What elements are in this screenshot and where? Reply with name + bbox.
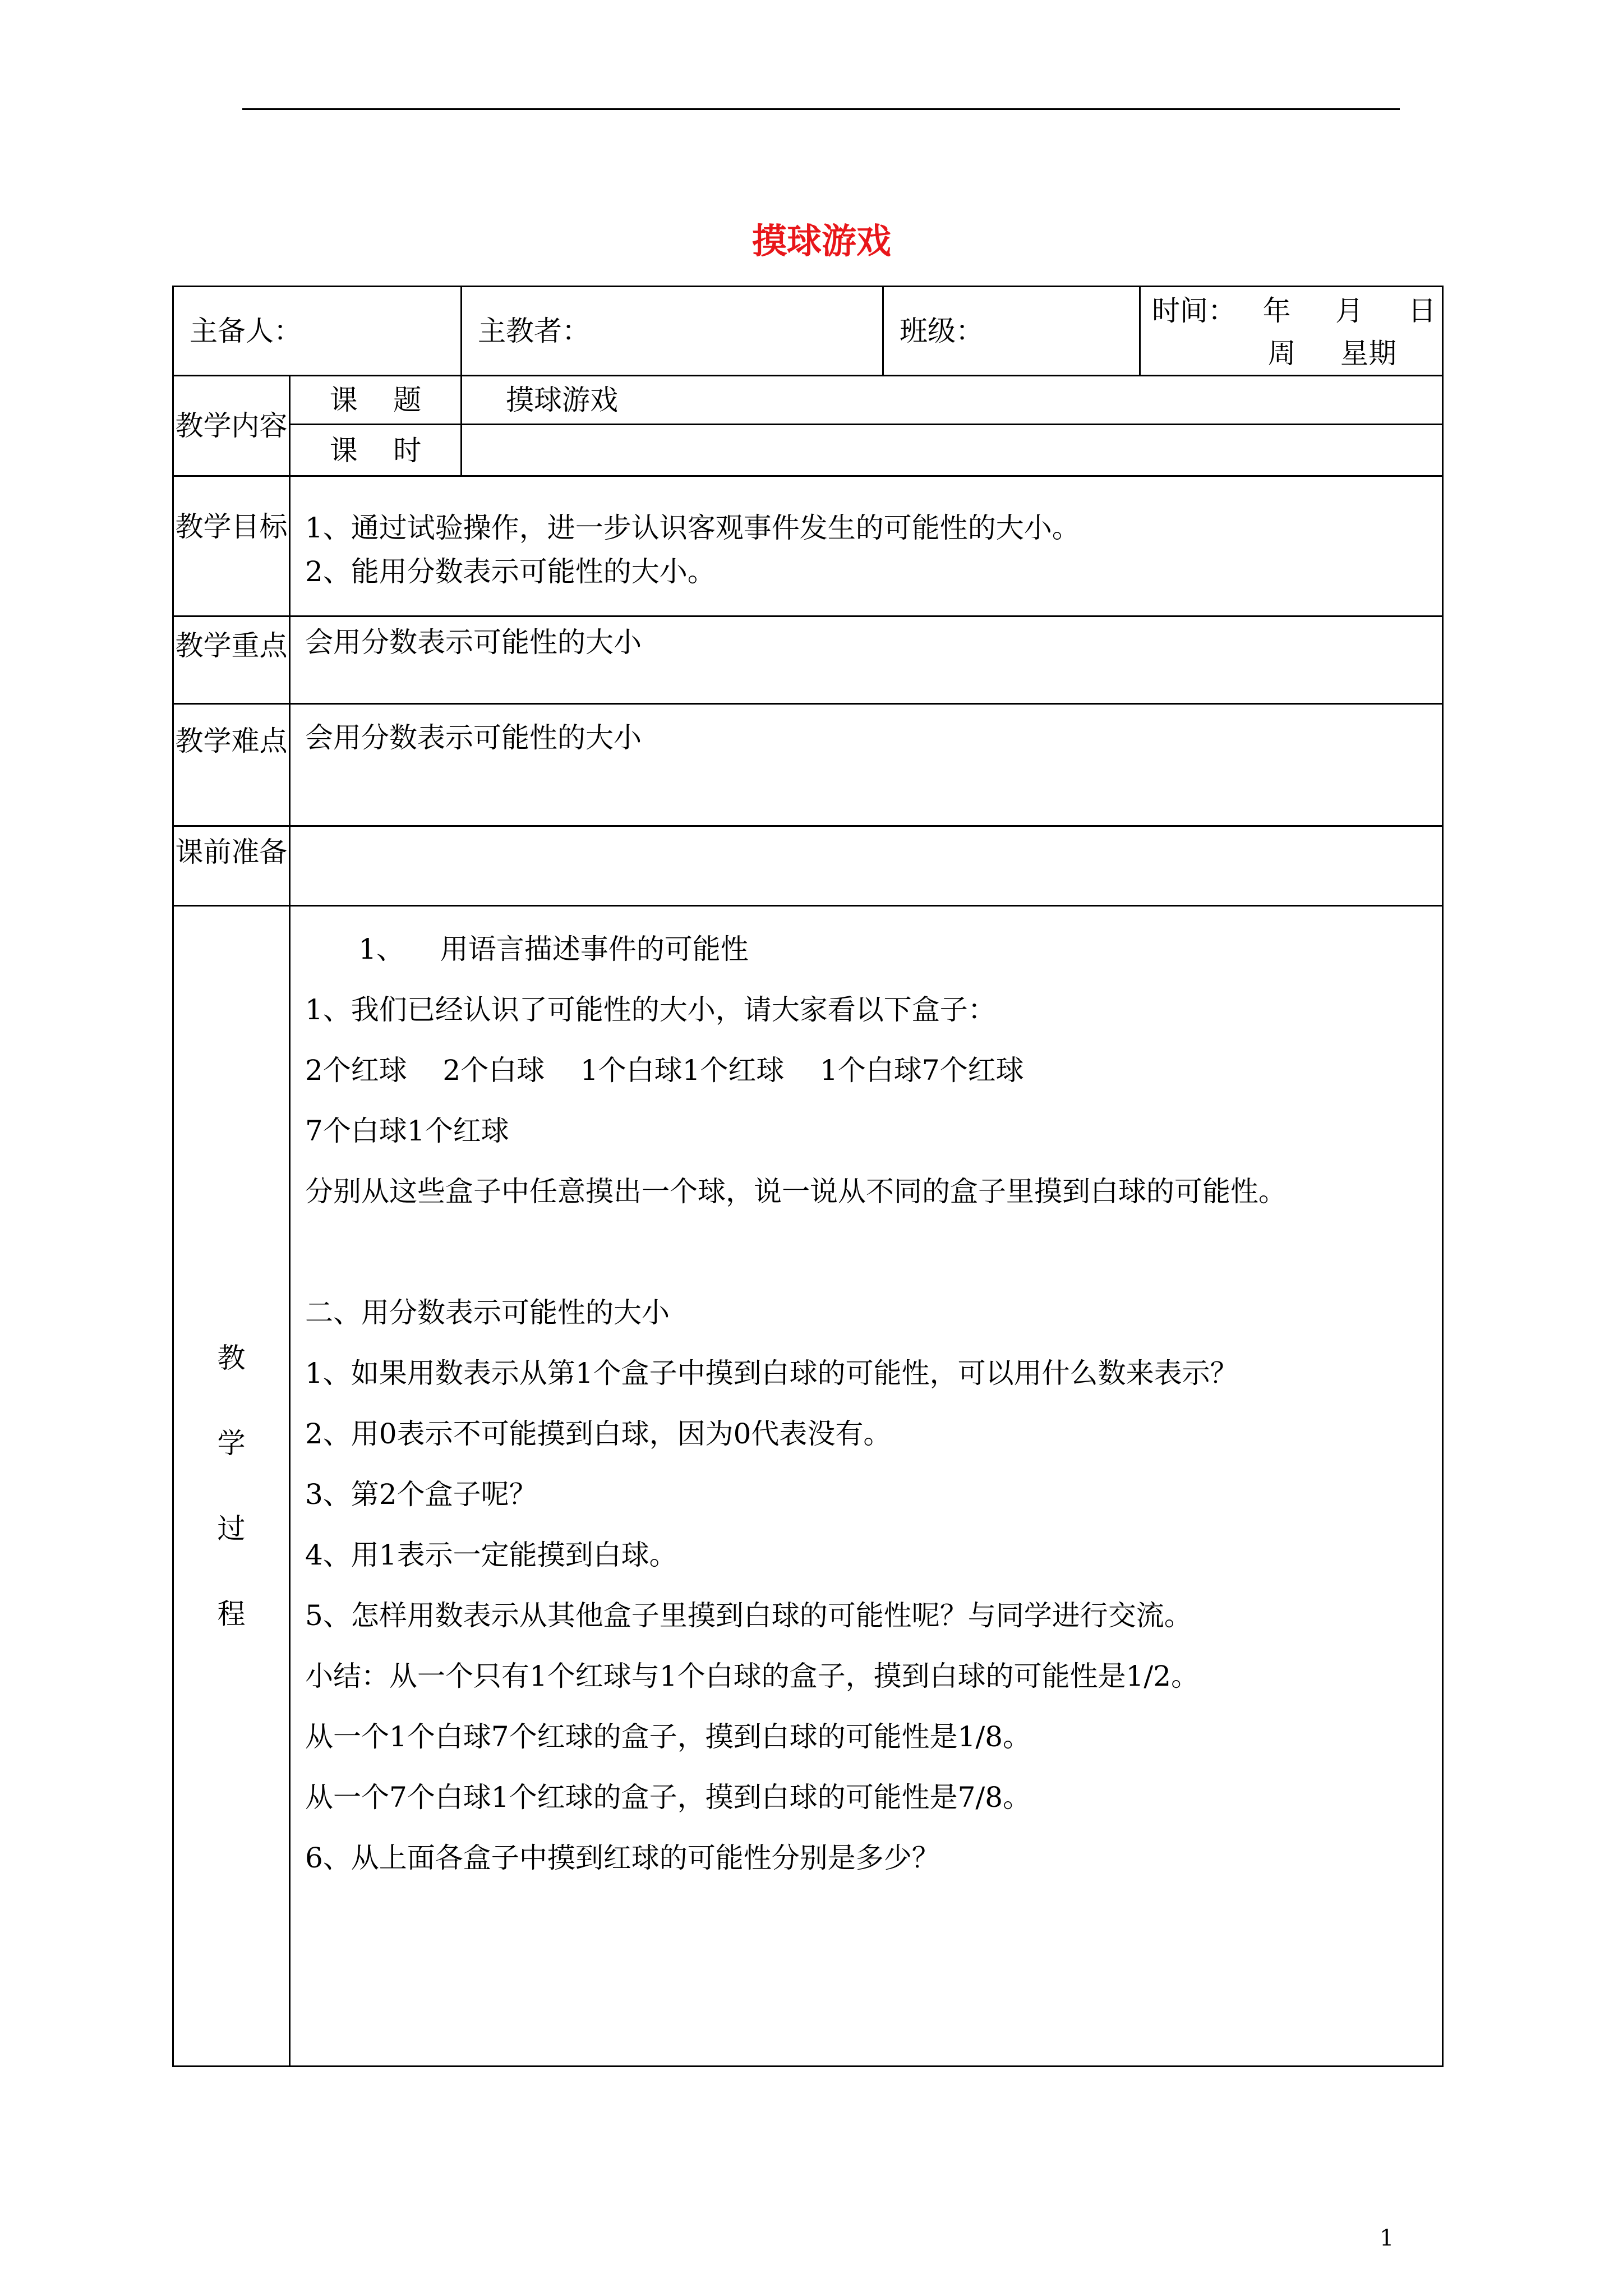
process-line: 从一个1个白球7个红球的盒子，摸到白球的可能性是1/8。 xyxy=(305,1720,1031,1753)
goal-cell xyxy=(290,476,1443,616)
content-label: 教学内容 xyxy=(173,376,290,476)
lesson-plan-table xyxy=(172,286,1444,2067)
difficult-label: 教学难点 xyxy=(173,704,290,826)
process-label xyxy=(173,906,290,2067)
prep-row xyxy=(173,826,1443,906)
page-number: 1 xyxy=(1380,2225,1394,2251)
teacher-label: 主教者： xyxy=(478,315,590,347)
header-rule xyxy=(242,108,1400,110)
time-cell xyxy=(1140,287,1443,376)
time-line-week: 周 星期 xyxy=(1152,337,1397,370)
process-label-char-2: 学 xyxy=(217,1427,246,1460)
process-line: 分别从这些盒子中任意摸出一个球，说一说从不同的盒子里摸到白球的可能性。 xyxy=(305,1175,1287,1208)
process-line-blank xyxy=(305,1222,1442,1282)
preparer-cell xyxy=(173,287,462,376)
process-line: 小结：从一个只有1个红球与1个白球的盒子，摸到白球的可能性是1/2。 xyxy=(305,1660,1200,1692)
time-line-date: 时间： 年 月 日 xyxy=(1152,295,1436,327)
process-line: 1、如果用数表示从第1个盒子中摸到白球的可能性，可以用什么数来表示？ xyxy=(305,1357,1238,1389)
difficult-row xyxy=(173,704,1443,826)
goal-label: 教学目标 xyxy=(173,476,290,616)
topic-value: 摸球游戏 xyxy=(462,376,1443,425)
goal-row xyxy=(173,476,1443,616)
key-label: 教学重点 xyxy=(173,616,290,704)
hours-value xyxy=(462,425,1443,476)
process-line: 7个白球1个红球 xyxy=(305,1115,509,1147)
hours-label: 课 时 xyxy=(290,425,462,476)
process-line: 2、用0表示不可能摸到白球，因为0代表没有。 xyxy=(305,1418,892,1450)
goal-item-2: 2、能用分数表示可能性的大小。 xyxy=(305,555,716,588)
process-cell xyxy=(290,906,1443,2067)
process-line: 3、第2个盒子呢？ xyxy=(305,1478,537,1511)
prep-label: 课前准备 xyxy=(173,826,290,906)
page-title: 摸球游戏 xyxy=(751,220,891,261)
process-line: 2个红球 2个白球 1个白球1个红球 1个白球7个红球 xyxy=(305,1054,1024,1087)
process-row xyxy=(173,906,1443,2067)
preparer-label: 主备人： xyxy=(190,315,302,347)
key-row xyxy=(173,616,1443,704)
process-line: 4、用1表示一定能摸到白球。 xyxy=(305,1539,677,1571)
teacher-cell xyxy=(462,287,883,376)
header-row xyxy=(173,287,1443,376)
process-line: 5、怎样用数表示从其他盒子里摸到白球的可能性呢？与同学进行交流。 xyxy=(305,1599,1192,1632)
process-line: 6、从上面各盒子中摸到红球的可能性分别是多少？ xyxy=(305,1842,940,1874)
key-value: 会用分数表示可能性的大小 xyxy=(290,616,1443,704)
process-label-char-1: 教 xyxy=(217,1342,246,1374)
class-cell xyxy=(883,287,1140,376)
class-label: 班级： xyxy=(900,315,984,347)
topic-row xyxy=(173,376,1443,425)
process-line: 1、我们已经认识了可能性的大小，请大家看以下盒子： xyxy=(305,993,996,1026)
process-label-char-3: 过 xyxy=(217,1512,246,1545)
process-label-char-4: 程 xyxy=(217,1598,246,1630)
topic-label: 课 题 xyxy=(290,376,462,425)
process-line: 从一个7个白球1个红球的盒子，摸到白球的可能性是7/8。 xyxy=(305,1781,1031,1814)
prep-value xyxy=(290,826,1443,906)
goal-item-1: 1、通过试验操作，进一步认识客观事件发生的可能性的大小。 xyxy=(305,512,1080,544)
difficult-value: 会用分数表示可能性的大小 xyxy=(290,704,1443,826)
process-line: 二、用分数表示可能性的大小 xyxy=(305,1296,670,1329)
process-line: 1、 用语言描述事件的可能性 xyxy=(305,933,749,965)
hours-row xyxy=(173,425,1443,476)
